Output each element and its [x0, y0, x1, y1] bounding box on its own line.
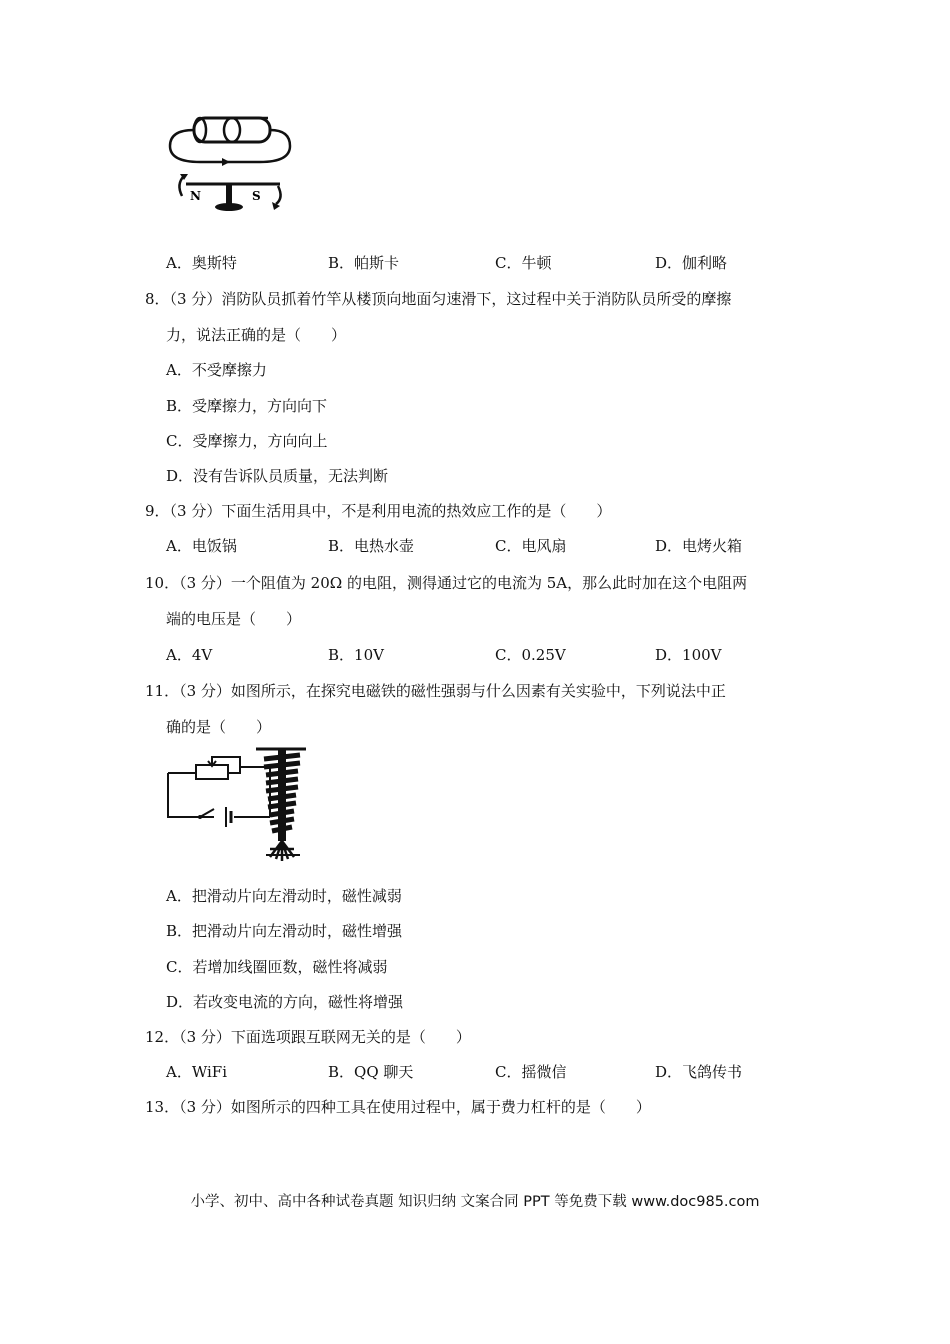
q12-option-a[interactable]: A．WiFi: [166, 1063, 227, 1081]
q7-option-b[interactable]: B．帕斯卡: [328, 254, 400, 272]
q12-stem: 12．（3 分）下面选项跟互联网无关的是（ ）: [145, 1028, 471, 1046]
q11-option-c[interactable]: C．若增加线圈匝数，磁性将减弱: [166, 958, 388, 976]
q8-option-c[interactable]: C．受摩擦力，方向向上: [166, 432, 328, 450]
q8-stem-line1: 8．（3 分）消防队员抓着竹竿从楼顶向地面匀速滑下，这过程中关于消防队员所受的摩擦: [145, 290, 732, 308]
q11-stem-line2: 确的是（ ）: [166, 718, 272, 736]
q9-option-d[interactable]: D．电烤火箱: [655, 537, 743, 555]
q10-option-d[interactable]: D．100V: [655, 646, 722, 664]
q10-stem-line1: 10．（3 分）一个阻值为 20Ω 的电阻，测得通过它的电流为 5A，那么此时加在这个电阻两: [145, 574, 748, 592]
q9-option-c[interactable]: C．电风扇: [495, 537, 567, 555]
q7-option-a[interactable]: A．奥斯特: [166, 254, 237, 272]
q10-option-a[interactable]: A．4V: [166, 646, 213, 664]
page-footer: 小学、初中、高中各种试卷真题 知识归纳 文案合同 PPT 等免费下载 www.doc985.com: [190, 1194, 760, 1210]
q9-option-b[interactable]: B．电热水壶: [328, 537, 415, 555]
q12-option-c[interactable]: C．摇微信: [495, 1063, 567, 1081]
q13-stem: 13．（3 分）如图所示的四种工具在使用过程中，属于费力杠杆的是（ ）: [145, 1098, 651, 1116]
q8-stem-line2: 力，说法正确的是（ ）: [166, 326, 347, 344]
q9-stem: 9．（3 分）下面生活用具中，不是利用电流的热效应工作的是（ ）: [145, 502, 612, 520]
q8-option-d[interactable]: D．没有告诉队员质量，无法判断: [166, 467, 389, 485]
north-pole-label: N: [190, 189, 201, 203]
q10-option-b[interactable]: B．10V: [328, 646, 384, 664]
q10-stem-line2: 端的电压是（ ）: [166, 610, 302, 628]
q12-option-d[interactable]: D．飞鸽传书: [655, 1063, 743, 1081]
q11-stem-line1: 11．（3 分）如图所示，在探究电磁铁的磁性强弱与什么因素有关实验中，下列说法中正: [145, 682, 726, 700]
solenoid-compass-figure: [160, 110, 300, 222]
q10-option-c[interactable]: C．0.25V: [495, 646, 566, 664]
electromagnet-circuit-figure: [160, 745, 310, 865]
q11-option-a[interactable]: A．把滑动片向左滑动时，磁性减弱: [166, 887, 402, 905]
q9-option-a[interactable]: A．电饭锅: [166, 537, 237, 555]
q8-option-a[interactable]: A．不受摩擦力: [166, 361, 267, 379]
q11-option-b[interactable]: B．把滑动片向左滑动时，磁性增强: [166, 922, 403, 940]
q11-option-d[interactable]: D．若改变电流的方向，磁性将增强: [166, 993, 404, 1011]
q8-option-b[interactable]: B．受摩擦力，方向向下: [166, 397, 328, 415]
q7-option-c[interactable]: C．牛顿: [495, 254, 552, 272]
south-pole-label: S: [252, 189, 261, 203]
q7-option-d[interactable]: D．伽利略: [655, 254, 728, 272]
q12-option-b[interactable]: B．QQ 聊天: [328, 1063, 414, 1081]
